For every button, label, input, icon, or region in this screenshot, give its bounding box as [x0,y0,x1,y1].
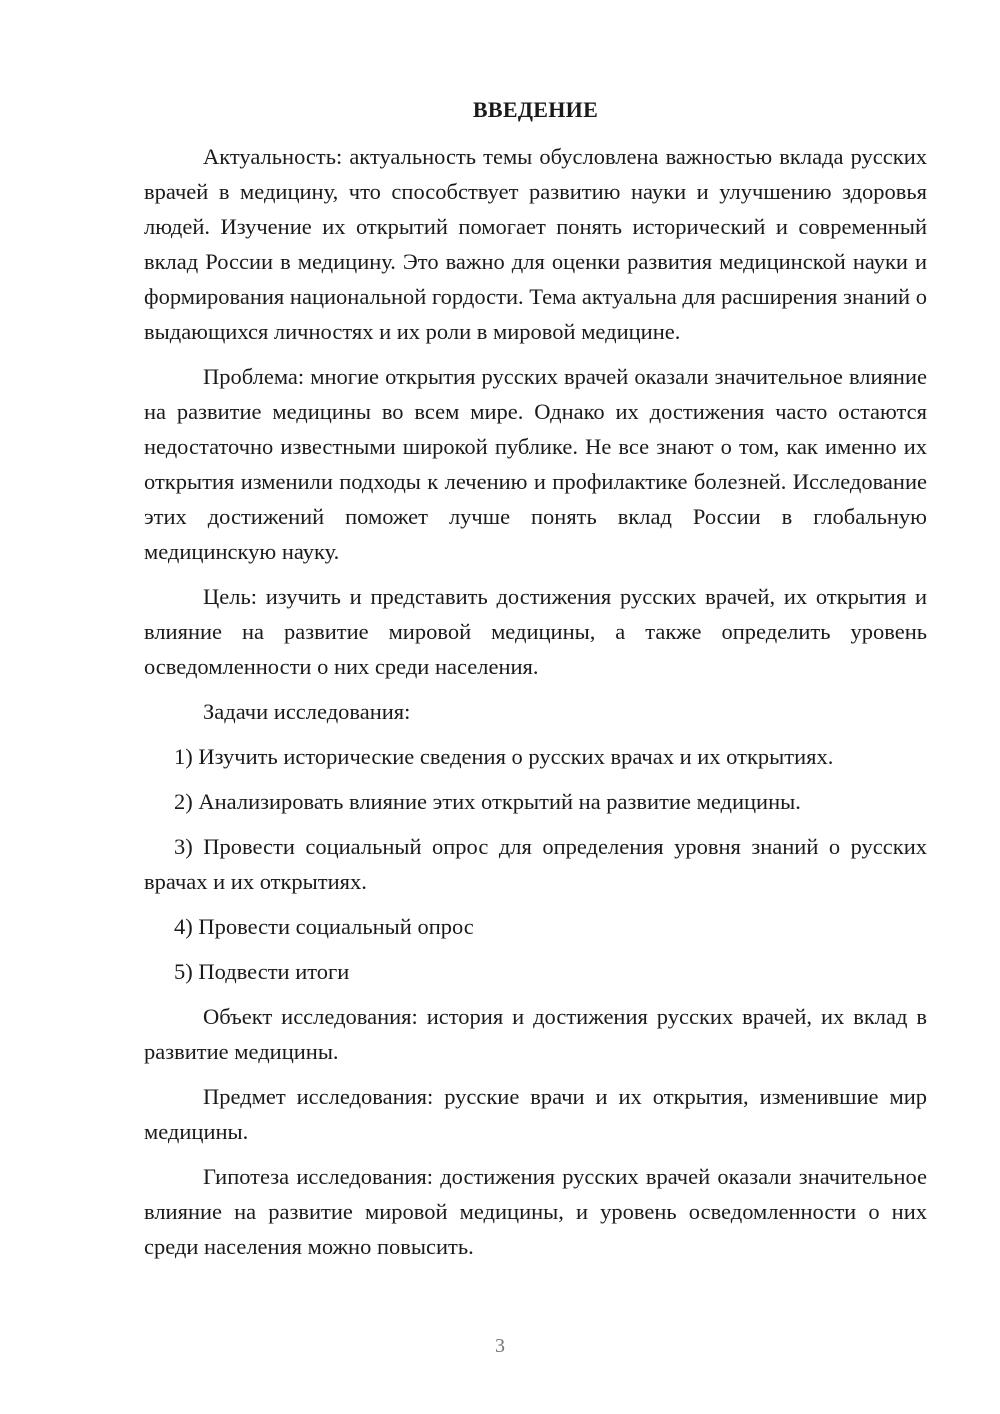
subject-paragraph: Предмет исследования: русские врачи и их открытия, изменившие мир медицины. [144,1084,927,1144]
task-item-4: 4) Провести социальный опрос [174,914,474,939]
goal-paragraph: Цель: изучить и представить достижения русских врачей, их открытия и влияние на развитие мировой медицины, а также определить уровень осведомленности о них среди населения. [144,584,927,679]
task-item-5: 5) Подвести итоги [174,959,350,984]
page-number: 3 [495,1335,505,1357]
problem-paragraph: Проблема: многие открытия русских врачей оказали значительное влияние на развитие медицины во всем мире. Однако их достижения часто остаются недостаточно известными широкой публике. Не все знают о том, как именно их открытия изменили подходы к лечению и профилактике болезней. Исследование этих достижений поможет лучше понять вклад России в глобальную медицинскую науку. [144,364,927,564]
task-item-2: 2) Анализировать влияние этих открытий на развитие медицины. [174,789,801,814]
task-item-3: 3) Провести социальный опрос для определения уровня знаний о русских врачах и их открытиях. [144,834,927,894]
section-title: ВВЕДЕНИЕ [472,97,599,122]
tasks-heading: Задачи исследования: [203,699,411,724]
task-item-1: 1) Изучить исторические сведения о русских врачах и их открытиях. [174,744,834,769]
object-paragraph: Объект исследования: история и достижения русских врачей, их вклад в развитие медицины. [144,1004,927,1064]
relevance-paragraph: Актуальность: актуальность темы обусловлена важностью вклада русских врачей в медицину, что способствует развитию науки и улучшению здоровья людей. Изучение их открытий помогает понять исторический и современный вклад России в медицину. Это важно для оценки развития медицинской науки и формирования национальной гордости. Тема актуальна для расширения знаний о выдающихся личностях и их роли в мировой медицине. [144,144,927,344]
page-content [144,95,927,1274]
hypothesis-paragraph: Гипотеза исследования: достижения русских врачей оказали значительное влияние на развитие мировой медицины, и уровень осведомленности о них среди населения можно повысить. [144,1164,927,1259]
